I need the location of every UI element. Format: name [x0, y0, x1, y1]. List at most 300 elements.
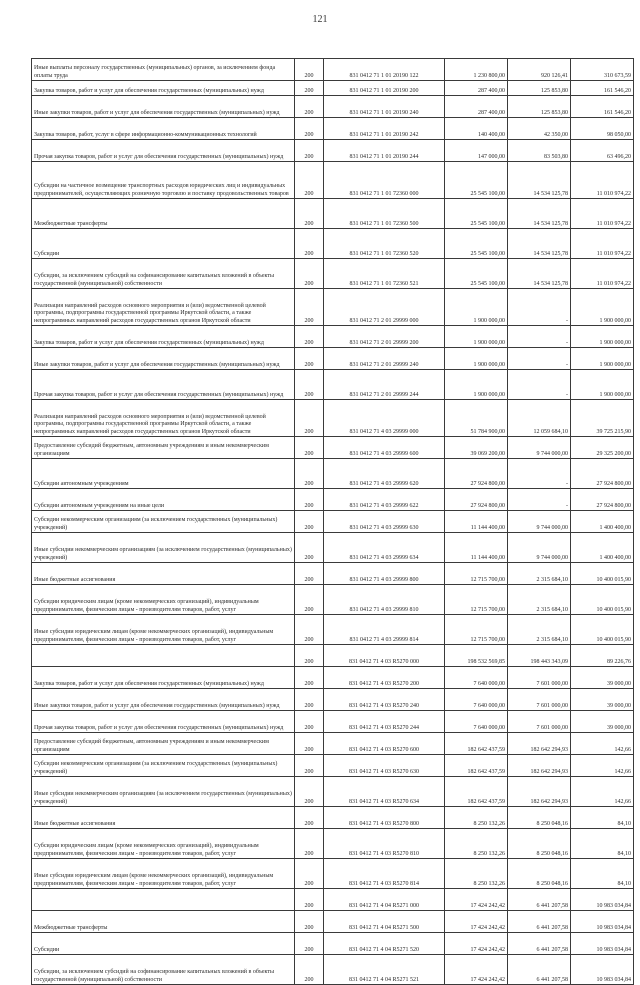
row-name-cell [32, 755, 295, 777]
row-classification-code-text: 831 0412 71 1 01 72360 500 [349, 220, 419, 227]
row-line-code-text: 200 [304, 391, 314, 398]
row-unexecuted-amount-text: 29 325 200,00 [596, 450, 631, 457]
row-executed-amount-text: 9 744 000,00 [536, 524, 568, 531]
table-row [32, 711, 634, 733]
row-unexecuted-amount-cell [571, 777, 634, 807]
row-name-text: Иные бюджетные ассигнования [34, 820, 116, 827]
row-approved-amount-text: 287 400,00 [478, 109, 505, 116]
row-name-text: Прочая закупка товаров, работ и услуг для обеспечения государственных (муниципальных) нужд [34, 153, 284, 160]
row-name-cell [32, 229, 295, 259]
row-line-code-cell [295, 955, 324, 985]
row-unexecuted-amount-text: 10 400 015,90 [596, 606, 631, 613]
row-unexecuted-amount-text: 84,10 [617, 880, 631, 887]
row-executed-amount-cell [508, 199, 571, 229]
row-name-text: Субсидии [34, 250, 60, 257]
table-row [32, 437, 634, 459]
row-classification-code-cell [324, 289, 445, 326]
row-classification-code-cell [324, 777, 445, 807]
row-approved-amount-text: 182 642 437,59 [467, 746, 505, 753]
table-row [32, 81, 634, 96]
row-unexecuted-amount-text: 142,66 [614, 746, 631, 753]
row-unexecuted-amount-text: 84,10 [617, 850, 631, 857]
row-name-text: Иные субсидии юридическим лицам (кроме некоммерческих организаций), индивидуальным предпринимателям, физическим лицам - производителям товаров, работ, услуг [34, 873, 274, 887]
row-line-code-cell [295, 777, 324, 807]
row-unexecuted-amount-cell [571, 59, 634, 81]
row-name-cell [32, 563, 295, 585]
row-executed-amount-text: 12 059 684,10 [533, 428, 568, 435]
row-approved-amount-text: 8 250 132,26 [473, 820, 505, 827]
table-row [32, 118, 634, 140]
row-line-code-text: 200 [304, 109, 314, 116]
row-executed-amount-cell [508, 162, 571, 199]
row-line-code-cell [295, 533, 324, 563]
row-executed-amount-cell [508, 118, 571, 140]
row-unexecuted-amount-cell [571, 489, 634, 511]
row-name-text: Межбюджетные трансферты [34, 220, 108, 227]
row-line-code-text: 200 [304, 153, 314, 160]
row-executed-amount-text: 6 441 207,58 [536, 924, 568, 931]
row-classification-code-text: 831 0412 71 4 03 29999 814 [349, 636, 419, 643]
row-approved-amount-text: 12 715 700,00 [470, 606, 505, 613]
row-executed-amount-text: 2 315 684,10 [536, 576, 568, 583]
row-unexecuted-amount-cell [571, 118, 634, 140]
row-executed-amount-cell [508, 370, 571, 400]
table-body [32, 59, 634, 985]
row-executed-amount-text: 182 642 294,93 [530, 798, 568, 805]
row-line-code-cell [295, 459, 324, 489]
row-approved-amount-cell [445, 911, 508, 933]
row-classification-code-cell [324, 563, 445, 585]
row-approved-amount-text: 8 250 132,26 [473, 850, 505, 857]
row-unexecuted-amount-text: 98 050,00 [607, 131, 631, 138]
row-name-cell [32, 829, 295, 859]
table-row [32, 326, 634, 348]
row-line-code-text: 200 [304, 850, 314, 857]
row-unexecuted-amount-cell [571, 370, 634, 400]
row-name-text: Субсидии на частичное возмещение транспортных расходов юридических лиц и индивидуальных предпринимателей, осуществляющих розничную торговлю и поставку продовольственных товаров [34, 183, 289, 197]
row-line-code-text: 200 [304, 976, 314, 983]
row-line-code-text: 200 [304, 280, 314, 287]
row-approved-amount-cell [445, 889, 508, 911]
row-line-code-text: 200 [304, 658, 314, 665]
row-approved-amount-text: 147 000,00 [478, 153, 505, 160]
row-name-cell [32, 533, 295, 563]
row-line-code-text: 200 [304, 902, 314, 909]
table-row [32, 689, 634, 711]
row-executed-amount-text: 198 443 343,09 [530, 658, 568, 665]
row-classification-code-cell [324, 615, 445, 645]
row-executed-amount-cell [508, 511, 571, 533]
row-classification-code-text: 831 0412 71 1 01 20190 242 [349, 131, 419, 138]
row-line-code-cell [295, 733, 324, 755]
row-line-code-text: 200 [304, 680, 314, 687]
table-row [32, 889, 634, 911]
row-executed-amount-text: 14 534 125,78 [533, 280, 568, 287]
row-line-code-cell [295, 289, 324, 326]
row-unexecuted-amount-cell [571, 96, 634, 118]
row-approved-amount-text: 1 900 000,00 [473, 391, 505, 398]
row-executed-amount-cell [508, 489, 571, 511]
row-classification-code-cell [324, 118, 445, 140]
row-unexecuted-amount-text: 1 900 000,00 [599, 391, 631, 398]
row-executed-amount-text: 14 534 125,78 [533, 220, 568, 227]
row-name-text: Прочая закупка товаров, работ и услуг для обеспечения государственных (муниципальных) нужд [34, 724, 284, 731]
row-line-code-cell [295, 645, 324, 667]
row-unexecuted-amount-cell [571, 533, 634, 563]
row-line-code-cell [295, 81, 324, 96]
table-row [32, 645, 634, 667]
row-classification-code-text: 831 0412 71 4 03 R5270 000 [348, 658, 419, 665]
row-executed-amount-cell [508, 711, 571, 733]
row-name-text: Закупка товаров, работ, услуг в сфере информационно-коммуникационных технологий [34, 131, 257, 138]
row-executed-amount-text: - [566, 361, 568, 368]
row-line-code-text: 200 [304, 524, 314, 531]
row-unexecuted-amount-cell [571, 645, 634, 667]
row-line-code-text: 200 [304, 339, 314, 346]
row-approved-amount-text: 1 900 000,00 [473, 361, 505, 368]
table-row [32, 162, 634, 199]
table-row [32, 59, 634, 81]
row-name-cell [32, 889, 295, 911]
row-line-code-text: 200 [304, 746, 314, 753]
row-name-text: Иные закупки товаров, работ и услуг для обеспечения государственных (муниципальных) нужд [34, 361, 280, 368]
row-approved-amount-cell [445, 459, 508, 489]
row-classification-code-cell [324, 645, 445, 667]
row-unexecuted-amount-cell [571, 326, 634, 348]
row-classification-code-text: 831 0412 71 1 01 20190 200 [349, 87, 419, 94]
row-unexecuted-amount-cell [571, 289, 634, 326]
row-name-cell [32, 259, 295, 289]
row-unexecuted-amount-text: 142,66 [614, 798, 631, 805]
row-name-text: Иные закупки товаров, работ и услуг для обеспечения государственных (муниципальных) нужд [34, 109, 280, 116]
row-classification-code-text: 831 0412 71 4 03 29999 634 [349, 554, 419, 561]
row-unexecuted-amount-text: 1 900 000,00 [599, 317, 631, 324]
row-classification-code-cell [324, 400, 445, 437]
row-line-code-cell [295, 563, 324, 585]
row-classification-code-cell [324, 140, 445, 162]
row-name-cell [32, 326, 295, 348]
row-approved-amount-cell [445, 585, 508, 615]
row-classification-code-text: 831 0412 71 4 03 R5270 800 [348, 820, 419, 827]
row-approved-amount-text: 12 715 700,00 [470, 576, 505, 583]
row-line-code-cell [295, 259, 324, 289]
row-executed-amount-text: 125 853,80 [541, 109, 568, 116]
row-unexecuted-amount-text: 84,10 [617, 820, 631, 827]
row-approved-amount-text: 17 424 242,42 [470, 976, 505, 983]
row-name-cell [32, 955, 295, 985]
row-name-text: Иные закупки товаров, работ и услуг для обеспечения государственных (муниципальных) нужд [34, 702, 280, 709]
row-unexecuted-amount-cell [571, 437, 634, 459]
row-line-code-cell [295, 489, 324, 511]
row-executed-amount-cell [508, 755, 571, 777]
row-classification-code-cell [324, 689, 445, 711]
row-approved-amount-cell [445, 807, 508, 829]
row-executed-amount-cell [508, 459, 571, 489]
table-row [32, 289, 634, 326]
row-approved-amount-text: 27 924 800,00 [470, 502, 505, 509]
row-classification-code-text: 831 0412 71 4 03 29999 600 [349, 450, 419, 457]
row-classification-code-text: 831 0412 71 4 04 R5271 521 [348, 976, 419, 983]
row-line-code-cell [295, 689, 324, 711]
row-unexecuted-amount-cell [571, 755, 634, 777]
row-executed-amount-cell [508, 615, 571, 645]
row-unexecuted-amount-text: 39 000,00 [607, 680, 631, 687]
row-line-code-cell [295, 437, 324, 459]
row-name-text: Субсидии юридическим лицам (кроме некоммерческих организаций), индивидуальным предпринимателям, физическим лицам - производителям товаров, работ, услуг [34, 599, 259, 613]
table-row [32, 199, 634, 229]
row-name-cell [32, 933, 295, 955]
row-classification-code-text: 831 0412 71 4 03 R5270 200 [348, 680, 419, 687]
row-name-cell [32, 911, 295, 933]
row-unexecuted-amount-text: 10 400 015,90 [596, 636, 631, 643]
row-unexecuted-amount-text: 161 546,20 [604, 87, 631, 94]
row-classification-code-text: 831 0412 71 4 03 29999 810 [349, 606, 419, 613]
row-classification-code-text: 831 0412 71 1 01 72360 521 [349, 280, 419, 287]
table-row [32, 563, 634, 585]
row-classification-code-text: 831 0412 71 1 01 72360 000 [349, 190, 419, 197]
row-classification-code-cell [324, 533, 445, 563]
row-executed-amount-text: - [566, 339, 568, 346]
row-unexecuted-amount-text: 63 496,20 [607, 153, 631, 160]
row-line-code-text: 200 [304, 250, 314, 257]
row-line-code-cell [295, 585, 324, 615]
row-unexecuted-amount-cell [571, 162, 634, 199]
row-classification-code-text: 831 0412 71 4 04 R5271 000 [348, 902, 419, 909]
table-row [32, 615, 634, 645]
table-row [32, 859, 634, 889]
table-row [32, 348, 634, 370]
row-classification-code-cell [324, 259, 445, 289]
row-classification-code-text: 831 0412 71 2 01 29999 240 [349, 361, 419, 368]
table-row [32, 829, 634, 859]
row-classification-code-text: 831 0412 71 4 03 R5270 810 [348, 850, 419, 857]
row-executed-amount-text: 125 853,80 [541, 87, 568, 94]
row-name-cell [32, 667, 295, 689]
row-classification-code-text: 831 0412 71 4 03 R5270 240 [348, 702, 419, 709]
row-classification-code-text: 831 0412 71 2 01 29999 244 [349, 391, 419, 398]
row-executed-amount-cell [508, 348, 571, 370]
row-executed-amount-cell [508, 533, 571, 563]
row-executed-amount-cell [508, 829, 571, 859]
row-classification-code-text: 831 0412 71 4 03 29999 800 [349, 576, 419, 583]
row-name-cell [32, 733, 295, 755]
row-approved-amount-cell [445, 859, 508, 889]
row-classification-code-cell [324, 955, 445, 985]
row-line-code-cell [295, 933, 324, 955]
row-name-cell [32, 162, 295, 199]
row-approved-amount-text: 140 400,00 [478, 131, 505, 138]
row-line-code-cell [295, 889, 324, 911]
row-approved-amount-text: 17 424 242,42 [470, 924, 505, 931]
row-line-code-text: 200 [304, 220, 314, 227]
row-classification-code-cell [324, 489, 445, 511]
row-name-text: Субсидии, за исключением субсидий на софинансирование капитальных вложений в объекты государственной (муниципальной) собственности [34, 969, 274, 983]
table-row [32, 933, 634, 955]
row-name-text: Прочая закупка товаров, работ и услуг для обеспечения государственных (муниципальных) нужд [34, 391, 284, 398]
table-row [32, 489, 634, 511]
row-line-code-text: 200 [304, 724, 314, 731]
row-executed-amount-cell [508, 585, 571, 615]
row-classification-code-text: 831 0412 71 1 01 20190 240 [349, 109, 419, 116]
row-unexecuted-amount-text: 310 673,59 [604, 72, 631, 79]
row-executed-amount-cell [508, 400, 571, 437]
row-line-code-cell [295, 859, 324, 889]
row-executed-amount-text: 9 744 000,00 [536, 554, 568, 561]
row-unexecuted-amount-cell [571, 889, 634, 911]
row-executed-amount-text: 83 503,80 [544, 153, 568, 160]
row-classification-code-cell [324, 81, 445, 96]
row-unexecuted-amount-text: 10 400 015,90 [596, 576, 631, 583]
row-executed-amount-cell [508, 933, 571, 955]
row-unexecuted-amount-cell [571, 459, 634, 489]
table-row [32, 585, 634, 615]
row-unexecuted-amount-text: 89 226,76 [607, 658, 631, 665]
row-approved-amount-text: 7 640 000,00 [473, 702, 505, 709]
row-name-text: Субсидии автономным учреждениям на иные цели [34, 502, 165, 509]
row-classification-code-cell [324, 859, 445, 889]
table-row [32, 400, 634, 437]
row-approved-amount-cell [445, 955, 508, 985]
row-name-cell [32, 615, 295, 645]
row-executed-amount-text: 182 642 294,93 [530, 768, 568, 775]
row-classification-code-cell [324, 911, 445, 933]
row-executed-amount-cell [508, 140, 571, 162]
row-unexecuted-amount-cell [571, 829, 634, 859]
row-approved-amount-cell [445, 933, 508, 955]
row-name-cell [32, 511, 295, 533]
row-approved-amount-cell [445, 289, 508, 326]
row-line-code-text: 200 [304, 72, 314, 79]
row-approved-amount-cell [445, 348, 508, 370]
row-name-cell [32, 140, 295, 162]
row-classification-code-cell [324, 162, 445, 199]
row-line-code-cell [295, 59, 324, 81]
row-unexecuted-amount-cell [571, 400, 634, 437]
row-executed-amount-text: 6 441 207,58 [536, 902, 568, 909]
row-line-code-cell [295, 911, 324, 933]
row-name-text: Межбюджетные трансферты [34, 924, 108, 931]
row-unexecuted-amount-text: 39 000,00 [607, 724, 631, 731]
row-approved-amount-cell [445, 615, 508, 645]
row-executed-amount-text: 182 642 294,93 [530, 746, 568, 753]
row-executed-amount-cell [508, 437, 571, 459]
row-name-text: Субсидии, за исключением субсидий на софинансирование капитальных вложений в объекты государственной (муниципальной) собственности [34, 273, 274, 287]
row-approved-amount-text: 182 642 437,59 [467, 798, 505, 805]
row-unexecuted-amount-text: 27 924 800,00 [596, 480, 631, 487]
row-unexecuted-amount-cell [571, 733, 634, 755]
row-name-text: Иные субсидии некоммерческим организациям (за исключением государственных (муниципальных) учреждений) [34, 791, 292, 805]
row-name-cell [32, 118, 295, 140]
row-classification-code-text: 831 0412 71 1 01 72360 520 [349, 250, 419, 257]
row-approved-amount-text: 12 715 700,00 [470, 636, 505, 643]
row-unexecuted-amount-text: 161 546,20 [604, 109, 631, 116]
row-executed-amount-text: - [566, 480, 568, 487]
row-name-text: Иные бюджетные ассигнования [34, 576, 116, 583]
row-executed-amount-text: - [566, 317, 568, 324]
row-name-text: Иные субсидии некоммерческим организациям (за исключением государственных (муниципальных) учреждений) [34, 547, 292, 561]
row-approved-amount-cell [445, 645, 508, 667]
row-line-code-cell [295, 370, 324, 400]
row-approved-amount-text: 25 545 100,00 [470, 190, 505, 197]
row-classification-code-cell [324, 59, 445, 81]
table-row [32, 667, 634, 689]
row-classification-code-text: 831 0412 71 4 03 R5270 600 [348, 746, 419, 753]
row-approved-amount-text: 182 642 437,59 [467, 768, 505, 775]
row-executed-amount-text: 14 534 125,78 [533, 250, 568, 257]
row-line-code-text: 200 [304, 502, 314, 509]
row-executed-amount-cell [508, 807, 571, 829]
row-line-code-text: 200 [304, 317, 314, 324]
row-classification-code-cell [324, 437, 445, 459]
row-name-text: Реализация направлений расходов основного мероприятия и (или) ведомственной целевой программы, подпрограммы государственной программы Иркутской области, а также непрограммных направлений расходов государственных органов Иркутской области [34, 413, 266, 435]
row-name-text: Субсидии некоммерческим организациям (за исключением государственных (муниципальных) учреждений) [34, 761, 278, 775]
row-name-cell [32, 348, 295, 370]
table-row [32, 140, 634, 162]
table-row [32, 511, 634, 533]
budget-execution-table [31, 58, 634, 985]
row-name-cell [32, 689, 295, 711]
row-executed-amount-text: 8 250 048,16 [536, 880, 568, 887]
row-name-text: Закупка товаров, работ и услуг для обеспечения государственных (муниципальных) нужд [34, 680, 264, 687]
row-classification-code-text: 831 0412 71 4 03 29999 620 [349, 480, 419, 487]
row-name-text: Закупка товаров, работ и услуг для обеспечения государственных (муниципальных) нужд [34, 339, 264, 346]
table-row [32, 911, 634, 933]
row-executed-amount-cell [508, 259, 571, 289]
row-executed-amount-text: 2 315 684,10 [536, 606, 568, 613]
row-classification-code-text: 831 0412 71 2 01 29999 200 [349, 339, 419, 346]
row-approved-amount-cell [445, 259, 508, 289]
row-approved-amount-text: 1 230 800,00 [473, 72, 505, 79]
row-unexecuted-amount-cell [571, 585, 634, 615]
row-approved-amount-cell [445, 711, 508, 733]
row-name-cell [32, 199, 295, 229]
row-executed-amount-cell [508, 667, 571, 689]
row-approved-amount-text: 25 545 100,00 [470, 220, 505, 227]
row-line-code-text: 200 [304, 606, 314, 613]
row-classification-code-text: 831 0412 71 4 04 R5271 520 [348, 946, 419, 953]
row-classification-code-cell [324, 199, 445, 229]
row-classification-code-cell [324, 326, 445, 348]
row-classification-code-text: 831 0412 71 4 03 R5270 634 [348, 798, 419, 805]
row-approved-amount-text: 198 532 569,85 [467, 658, 505, 665]
row-classification-code-cell [324, 370, 445, 400]
row-unexecuted-amount-cell [571, 711, 634, 733]
row-classification-code-text: 831 0412 71 4 04 R5271 500 [348, 924, 419, 931]
row-approved-amount-cell [445, 326, 508, 348]
row-unexecuted-amount-text: 27 924 800,00 [596, 502, 631, 509]
row-approved-amount-text: 1 900 000,00 [473, 339, 505, 346]
row-line-code-text: 200 [304, 87, 314, 94]
row-line-code-cell [295, 667, 324, 689]
table-row [32, 533, 634, 563]
row-approved-amount-text: 11 144 400,00 [470, 554, 505, 561]
row-classification-code-cell [324, 711, 445, 733]
row-approved-amount-text: 11 144 400,00 [470, 524, 505, 531]
row-name-cell [32, 645, 295, 667]
row-name-cell [32, 807, 295, 829]
row-line-code-text: 200 [304, 798, 314, 805]
row-unexecuted-amount-text: 10 983 034,84 [596, 976, 631, 983]
row-approved-amount-cell [445, 829, 508, 859]
row-executed-amount-text: 7 601 000,00 [536, 680, 568, 687]
row-line-code-text: 200 [304, 554, 314, 561]
row-line-code-text: 200 [304, 702, 314, 709]
table-row [32, 733, 634, 755]
row-executed-amount-text: 8 250 048,16 [536, 850, 568, 857]
row-executed-amount-text: 7 601 000,00 [536, 702, 568, 709]
row-unexecuted-amount-cell [571, 859, 634, 889]
row-classification-code-cell [324, 459, 445, 489]
